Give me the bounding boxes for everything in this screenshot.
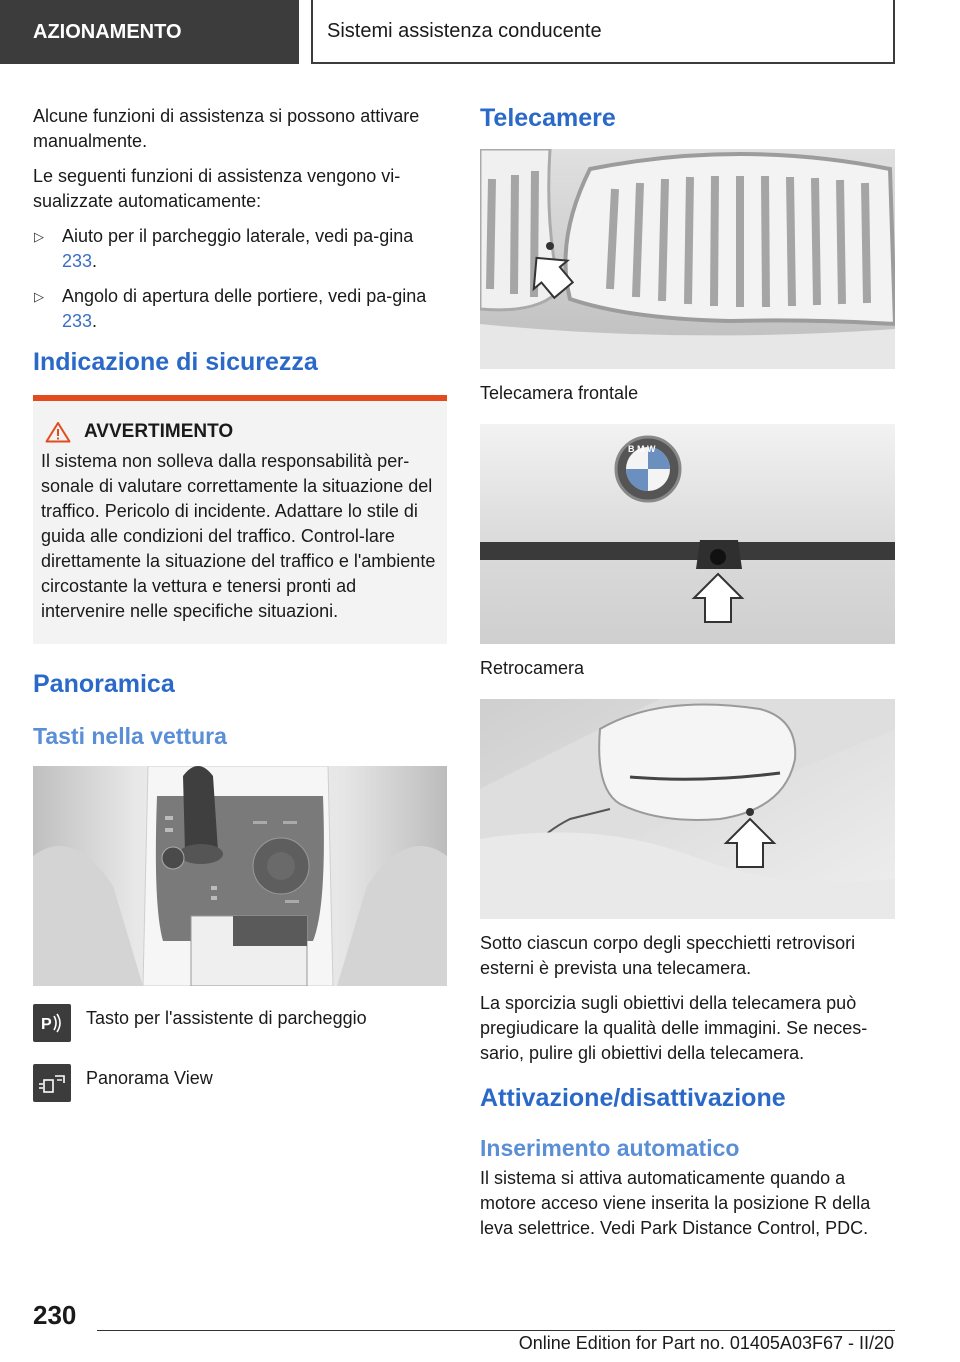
chapter-title: Sistemi assistenza conducente xyxy=(327,19,602,42)
auto-activation-text: Il sistema si attiva automaticamente quando a motore acceso viene inserita la posizione R della leva selettrice. Vedi Park Distance Control, PDC. xyxy=(480,1168,871,1238)
warning-box xyxy=(33,401,447,644)
triangle-bullet-icon: ▷ xyxy=(34,229,44,244)
front-camera-caption: Telecamera frontale xyxy=(480,383,639,403)
list-item xyxy=(33,284,447,334)
rear-camera-caption: Retrocamera xyxy=(480,658,585,678)
key-row-panorama-view xyxy=(33,1064,447,1102)
list-item-text: Angolo di apertura delle portiere, vedi pa-gina xyxy=(62,286,427,306)
mirror-camera-photo xyxy=(480,699,895,919)
key-label: Panorama View xyxy=(86,1068,213,1088)
warning-triangle-icon xyxy=(45,421,71,443)
rear-trunk-illustration xyxy=(480,424,895,644)
section-title: AZIONAMENTO xyxy=(33,20,182,43)
parking-assist-icon xyxy=(33,1004,71,1042)
key-label: Tasto per l'assistente di parcheggio xyxy=(86,1008,367,1028)
warning-text: Il sistema non solleva dalla responsabilità per-sonale di valutare correttamente la situazione del traffico. Pericolo di incidente. Adattare lo stile di guida alle condizioni del traffico. Control-lare direttamente la situazione del traffico e l'ambiente circostante la vettura e tenersi pronti ad intervenire nelle specifiche situazioni. xyxy=(41,451,436,621)
list-item xyxy=(33,224,447,274)
activation-heading: Attivazione/disattivazione xyxy=(480,1084,786,1112)
rear-camera-photo xyxy=(480,424,895,644)
page-link[interactable]: 233 xyxy=(62,251,93,271)
intro-paragraph-2: Le seguenti funzioni di assistenza vengono vi-sualizzate automaticamente: xyxy=(33,166,401,211)
assist-function-list xyxy=(33,224,447,334)
key-row-parking-assist xyxy=(33,1004,447,1042)
chapter-tab xyxy=(311,0,895,64)
front-camera-photo xyxy=(480,149,895,369)
section-tab xyxy=(0,0,299,64)
svg-text:B M W: B M W xyxy=(628,444,656,454)
auto-activation-heading: Inserimento automatico xyxy=(480,1135,740,1161)
page-number: 230 xyxy=(33,1300,77,1330)
kidney-grille-illustration xyxy=(480,149,895,369)
overview-heading: Panoramica xyxy=(33,670,175,698)
list-item-end: . xyxy=(92,251,98,271)
list-item-text: Aiuto per il parcheggio laterale, vedi pa-gina xyxy=(62,226,414,246)
camera-dirt-paragraph: La sporcizia sugli obiettivi della telecamera può pregiudicare la qualità delle immagini. Se neces-sario, pulire gli obiettivi della telecamera. xyxy=(480,993,868,1063)
mirror-camera-caption: Sotto ciascun corpo degli specchietti retrovisori esterni è prevista una telecamera. xyxy=(480,933,856,978)
page-link[interactable]: 233 xyxy=(62,311,93,331)
warning-header xyxy=(41,421,439,443)
footer-rule xyxy=(97,1330,895,1331)
triangle-bullet-icon: ▷ xyxy=(34,289,44,304)
intro-paragraph-1: Alcune funzioni di assistenza si possono attivare manualmente. xyxy=(33,106,420,151)
svg-text:P: P xyxy=(41,1016,52,1033)
safety-heading: Indicazione di sicurezza xyxy=(33,348,318,376)
side-mirror-illustration xyxy=(480,699,895,919)
panorama-view-icon xyxy=(33,1064,71,1102)
left-column xyxy=(33,104,447,1102)
right-column xyxy=(480,104,895,1251)
center-console-illustration xyxy=(33,766,447,986)
edition-note: Online Edition for Part no. 01405A03F67 - II/20 xyxy=(518,1333,894,1353)
cameras-heading: Telecamere xyxy=(480,104,616,132)
warning-title: AVVERTIMENTO xyxy=(84,421,234,442)
list-item-end: . xyxy=(92,311,98,331)
buttons-heading: Tasti nella vettura xyxy=(33,723,227,749)
console-photo xyxy=(33,766,447,986)
